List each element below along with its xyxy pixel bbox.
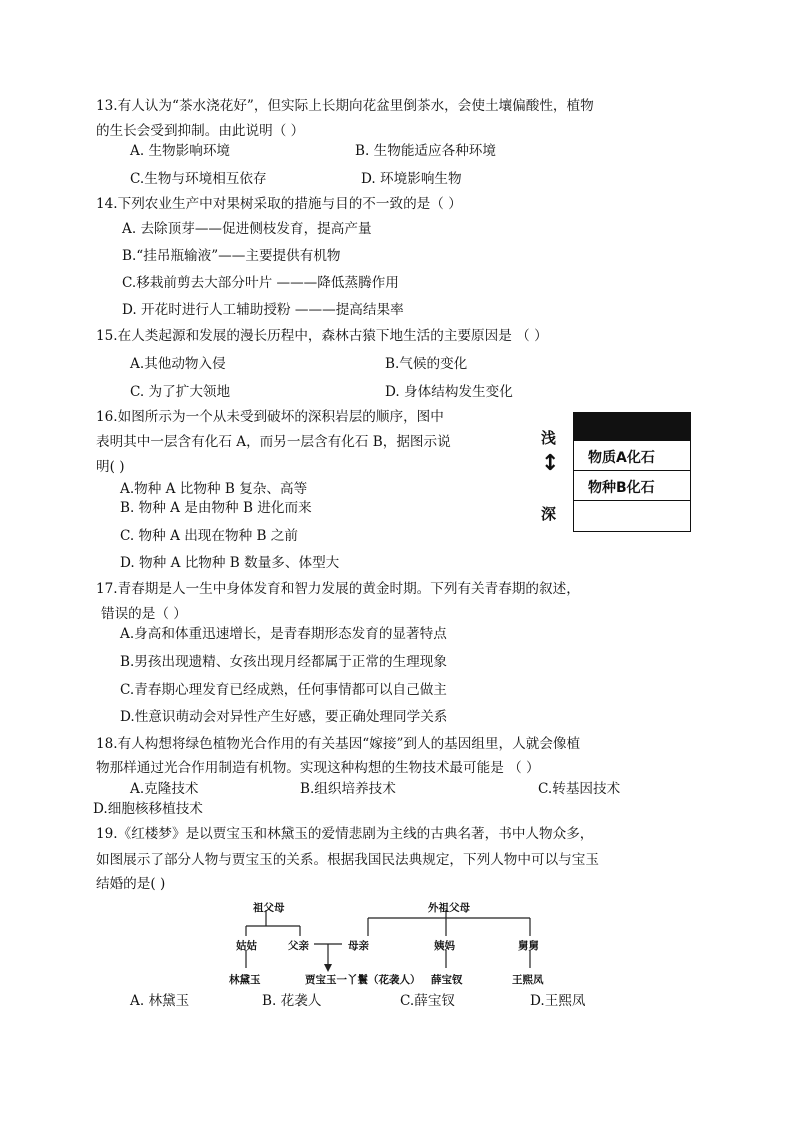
q15-option-c[interactable]: C. 为了扩大领地 — [130, 384, 231, 400]
aunt-label: 姑姑 — [236, 940, 257, 952]
shallow-label: 浅 — [541, 429, 557, 447]
jia-baoyu-label: 贾宝玉一丫鬟（花袭人） — [305, 974, 421, 986]
q13-option-b[interactable]: B. 生物能适应各种环境 — [355, 143, 496, 159]
fossil-a-label: 物质A化石 — [588, 450, 655, 466]
q19-option-b[interactable]: B. 花袭人 — [262, 993, 322, 1009]
uncle-label: 舅舅 — [518, 940, 539, 952]
rock-strata-diagram — [573, 412, 691, 532]
q18-stem-line2: 物那样通过光合作用制造有机物。实现这种构想的生物技术最可能是 （ ） — [96, 760, 540, 776]
q13-option-a[interactable]: A. 生物影响环境 — [130, 143, 231, 159]
q19-option-d[interactable]: D.王熙凤 — [530, 993, 586, 1009]
q18-stem-line1: 18.有人构想将绿色植物光合作用的有关基因“嫁接”到人的基因组里，人就会像植 — [96, 736, 581, 752]
xue-baochai-label: 薛宝钗 — [431, 974, 463, 986]
q15-option-b[interactable]: B.气候的变化 — [385, 356, 468, 372]
q17-option-d[interactable]: D.性意识萌动会对异性产生好感，要正确处理同学关系 — [120, 709, 448, 725]
q18-option-c[interactable]: C.转基因技术 — [538, 781, 621, 797]
lin-daiyu-label: 林黛玉 — [229, 974, 261, 986]
father-label: 父亲 — [288, 940, 309, 952]
q13-stem-line1: 13.有人认为“茶水浇花好”，但实际上长期向花盆里倒茶水，会使土壤偏酸性，植物 — [96, 98, 594, 114]
q17-stem-line2: 错误的是（ ） — [101, 606, 187, 622]
fossil-b-layer — [574, 471, 690, 501]
q16-option-c[interactable]: C. 物种 A 出现在物种 B 之前 — [120, 528, 298, 544]
q19-stem-line2: 如图展示了部分人物与贾宝玉的关系。根据我国民法典规定，下列人物中可以与宝玉 — [96, 852, 599, 868]
q15-option-a[interactable]: A.其他动物入侵 — [130, 356, 226, 372]
q19-stem-line3: 结婚的是( ) — [96, 876, 166, 892]
q17-stem-line1: 17.青春期是人一生中身体发育和智力发展的黄金时期。下列有关青春期的叙述， — [96, 581, 580, 597]
q19-option-a[interactable]: A. 林黛玉 — [130, 993, 190, 1009]
q14-option-a[interactable]: A. 去除顶芽——促进侧枝发育，提高产量 — [122, 221, 372, 237]
fossil-a-layer — [574, 441, 690, 471]
bottom-rock-layer — [574, 501, 690, 530]
maternal-grandparents-label: 外祖父母 — [428, 902, 470, 914]
q16-stem-line2: 表明其中一层含有化石 A，而另一层含有化石 B，据图示说 — [96, 434, 451, 450]
q16-stem-line3: 明( ) — [96, 459, 125, 475]
q18-option-b[interactable]: B.组织培养技术 — [300, 781, 396, 797]
fossil-b-label: 物种B化石 — [588, 480, 655, 496]
up-down-arrow-icon: ↕ — [541, 451, 560, 476]
top-rock-layer — [574, 413, 690, 441]
q16-option-d[interactable]: D. 物种 A 比物种 B 数量多、体型大 — [120, 555, 340, 571]
q19-option-c[interactable]: C.薛宝钗 — [400, 993, 456, 1009]
deep-label: 深 — [541, 505, 557, 523]
q16-option-a[interactable]: A.物种 A 比物种 B 复杂、高等 — [120, 481, 308, 497]
q13-option-c[interactable]: C.生物与环境相互依存 — [130, 171, 267, 187]
q16-stem-line1: 16.如图所示为一个从未受到破坏的深积岩层的顺序，图中 — [96, 409, 444, 425]
q13-option-d[interactable]: D. 环境影响生物 — [361, 171, 462, 187]
down-arrow-icon — [324, 964, 332, 972]
q17-option-a[interactable]: A.身高和体重迅速增长，是青春期形态发育的显著特点 — [120, 626, 447, 642]
q15-option-d[interactable]: D. 身体结构发生变化 — [385, 384, 513, 400]
q13-stem-line2: 的生长会受到抑制。由此说明（ ） — [96, 123, 305, 139]
q14-option-d[interactable]: D. 开花时进行人工辅助授粉 ———提高结果率 — [122, 302, 404, 318]
grandparents-label: 祖父母 — [253, 902, 285, 914]
mother-label: 母亲 — [348, 940, 369, 952]
q18-option-a[interactable]: A.克隆技术 — [130, 781, 199, 797]
q17-option-b[interactable]: B.男孩出现遗精、女孩出现月经都属于正常的生理现象 — [120, 654, 447, 670]
q15-stem: 15.在人类起源和发展的漫长历程中，森林古猿下地生活的主要原因是 （ ） — [96, 328, 548, 344]
q16-option-b[interactable]: B. 物种 A 是由物种 B 进化而来 — [120, 500, 312, 516]
q14-stem: 14.下列农业生产中对果树采取的措施与目的不一致的是（ ） — [96, 196, 462, 212]
q18-option-d[interactable]: D.细胞核移植技术 — [93, 801, 203, 817]
wang-xifeng-label: 王熙凤 — [512, 974, 544, 986]
maternal-aunt-label: 姨妈 — [434, 940, 455, 952]
q19-stem-line1: 19.《红楼梦》是以贾宝玉和林黛玉的爱情悲剧为主线的古典名著，书中人物众多， — [96, 826, 594, 842]
q14-option-c[interactable]: C.移栽前剪去大部分叶片 ———降低蒸腾作用 — [122, 275, 399, 291]
q14-option-b[interactable]: B.“挂吊瓶输液”——主要提供有机物 — [122, 248, 341, 264]
q17-option-c[interactable]: C.青春期心理发育已经成熟，任何事情都可以自己做主 — [120, 682, 447, 698]
